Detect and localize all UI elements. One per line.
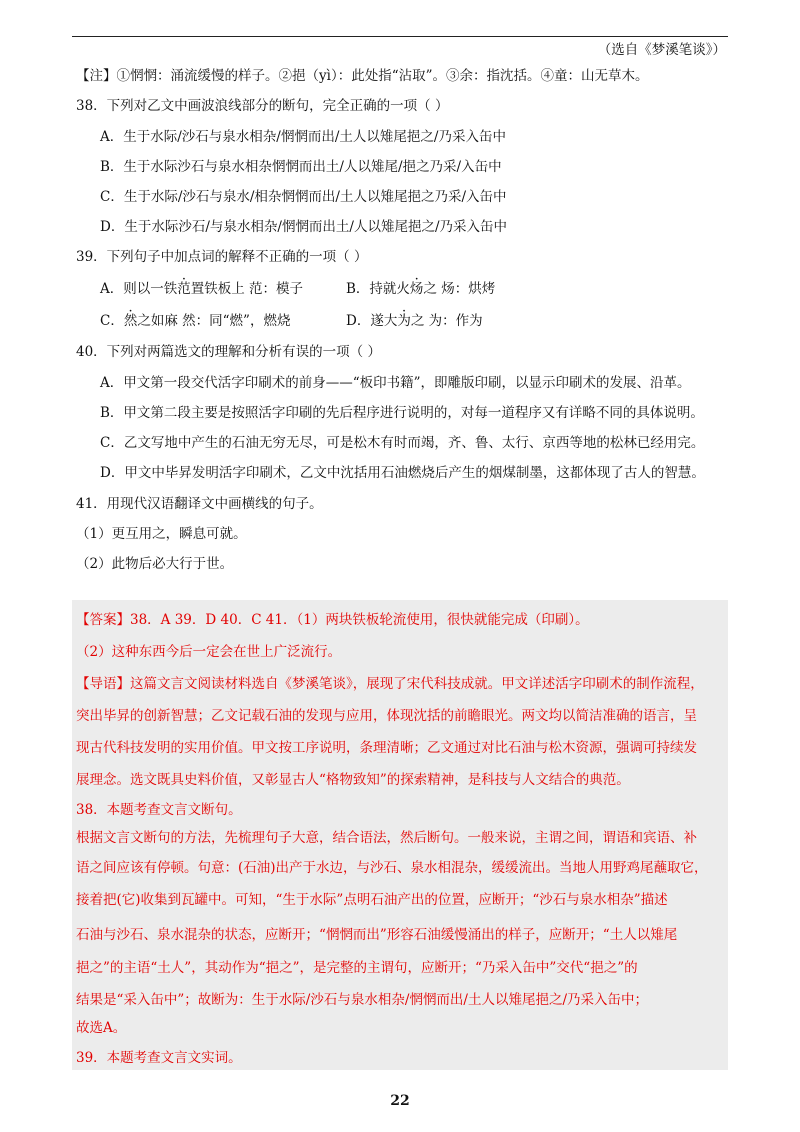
question-38-stem: 38．下列对乙文中画波浪线部分的断句，完全正确的一项（ ） (76, 98, 449, 114)
header-rule (72, 36, 728, 37)
page-number: 22 (390, 1093, 410, 1109)
answer-line: 38．本题考查文言文断句。 (76, 802, 242, 818)
answer-line: 石油与沙石、泉水混杂的状态，应断开；“惘惘而出”形容石油缓慢涌出的样子，应断开；“土人以雉尾 (76, 927, 678, 943)
question-38-option-d: D．生于水际沙石/与泉水相杂/惘惘而出土/人以雉尾挹之/乃采入缶中 (100, 219, 508, 235)
question-38-option-a: A．生于水际/沙石与泉水相杂/惘惘而出/土人以雉尾挹之/乃采入缶中 (100, 129, 506, 145)
dotted-word: 炀 (409, 281, 424, 297)
question-40-option-d: D．甲文中毕昇发明活字印刷术，乙文中沈括用石油燃烧后产生的烟煤制墨，这都体现了古人的智慧。 (100, 465, 705, 481)
answer-line: 39．本题考查文言文实词。 (76, 1050, 242, 1066)
question-40-option-c: C．乙文写地中产生的石油无穷无尽，可是松木有时而竭，齐、鲁、太行、京西等地的松林已经用完。 (100, 435, 705, 451)
question-38-option-b: B．生于水际沙石与泉水相杂惘惘而出土/人以雉尾/挹之乃采/入缶中 (100, 159, 502, 175)
question-39-option-b: B．持就火炀之 炀：烘烤 (346, 281, 496, 297)
answer-line: 突出毕昇的创新智慧；乙文记载石油的发现与应用，体现沈括的前瞻眼光。两文均以简洁准确的语言，呈 (76, 708, 697, 724)
question-39-option-a: A．则以一铁范置铁板上 范：模子 (100, 281, 304, 297)
question-39-stem: 39．下列句子中加点词的解释不正确的一项（ ） (76, 249, 368, 265)
answer-line: 故选A。 (76, 1020, 127, 1036)
answer-line: 展理念。选文既具史料价值，又彰显古人“格物致知”的探索精神，是科技与人文结合的典范。 (76, 772, 630, 788)
answer-line: 结果是“采入缶中”；故断为：生于水际/沙石与泉水相杂/惘惘而出/土人以雉尾挹之/乃采入缶中； (76, 992, 648, 1008)
answer-line: 现古代科技发明的实用价值。甲文按工序说明，条理清晰；乙文通过对比石油与松木资源，强调可持续发 (76, 740, 697, 756)
answer-line: 【导语】这篇文言文阅读材料选自《梦溪笔谈》，展现了宋代科技成就。甲文详述活字印刷术的制作流程， (76, 676, 704, 692)
question-40-stem: 40．下列对两篇选文的理解和分析有误的一项（ ） (76, 344, 381, 360)
answer-line: 接着把(它)收集到瓦罐中。可知，“生于水际”点明石油产出的位置，应断开；“沙石与泉水相杂”描述 (76, 892, 668, 908)
question-39-option-d: D．遂大为之 为：作为 (346, 313, 483, 329)
source-citation: （选自《梦溪笔谈》） (597, 42, 726, 58)
dotted-word: 范 (177, 281, 191, 297)
question-41-item-1: （1）更互用之，瞬息可就。 (76, 526, 247, 542)
dotted-word: 为 (397, 313, 411, 329)
question-41-item-2: （2）此物后必大行于世。 (76, 556, 234, 572)
question-39-option-c: C．然之如麻 然：同“燃”，燃烧 (100, 313, 291, 329)
dotted-word: 然 (123, 313, 138, 329)
answer-line: 【答案】38．A 39．D 40．C 41．（1）两块铁板轮流使用，很快就能完成（印刷）。 (76, 612, 589, 628)
answer-line: （2）这种东西今后一定会在世上广泛流行。 (76, 644, 342, 660)
question-40-option-b: B．甲文第二段主要是按照活字印刷的先后程序进行说明的，对每一道程序又有详略不同的具体说明。 (100, 405, 704, 421)
answer-line: 根据文言文断句的方法，先梳理句子大意，结合语法，然后断句。一般来说，主谓之间，谓语和宾语、补 (76, 830, 697, 846)
question-41-stem: 41．用现代汉语翻译文中画横线的句子。 (76, 496, 323, 512)
question-40-option-a: A．甲文第一段交代活字印刷术的前身——“板印书籍”，即雕版印刷，以显示印刷术的发展、沿革。 (100, 375, 691, 391)
answer-line: 挹之”的主语“土人”，其动作为“挹之”，是完整的主谓句，应断开；“乃采入缶中”交代“挹之”的 (76, 960, 638, 976)
answer-line: 语之间应该有停顿。句意：(石油)出产于水边，与沙石、泉水相混杂，缓缓流出。当地人用野鸡尾蘸取它， (76, 860, 708, 876)
question-38-option-c: C．生于水际/沙石与泉水/相杂惘惘而出/土人以雉尾挹之乃采/入缶中 (100, 189, 507, 205)
annotation-note: 【注】①惘惘：涌流缓慢的样子。②挹（yì）：此处指“沾取”。③余：指沈括。④童：山无草木。 (76, 68, 649, 84)
